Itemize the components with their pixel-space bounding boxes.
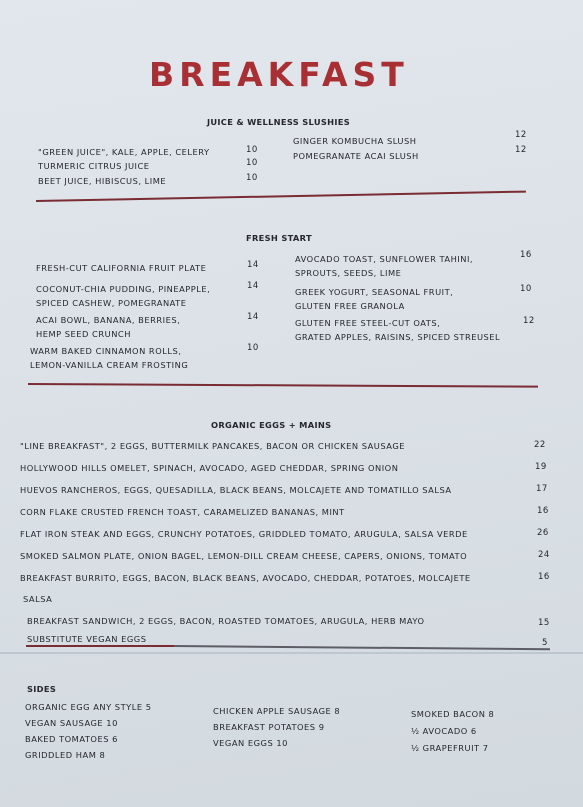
menu-title: BREAKFAST: [149, 55, 409, 94]
menu-item-price: 10: [246, 158, 258, 168]
menu-item-continued: SALSA: [23, 594, 53, 604]
menu-item: FLAT IRON STEAK AND EGGS, CRUNCHY POTATOES, GRIDDLED TOMATO, ARUGULA, SALSA VERDE: [20, 529, 468, 539]
section-heading-fresh: FRESH START: [246, 233, 312, 243]
menu-item: HUEVOS RANCHEROS, EGGS, QUESADILLA, BLACK BEANS, MOLCAJETE AND TOMATILLO SALSA: [20, 485, 452, 495]
menu-item-price: 5: [542, 638, 548, 648]
side-item: VEGAN SAUSAGE 10: [25, 718, 118, 728]
menu-item: BREAKFAST BURRITO, EGGS, BACON, BLACK BEANS, AVOCADO, CHEDDAR, POTATOES, MOLCAJETE: [20, 573, 471, 583]
menu-item-price: 22: [534, 440, 546, 450]
menu-item-price: 12: [515, 130, 527, 140]
side-item: CHICKEN APPLE SAUSAGE 8: [213, 706, 341, 716]
menu-item: FRESH-CUT CALIFORNIA FRUIT PLATE: [36, 263, 207, 273]
side-item: SMOKED BACON 8: [411, 709, 495, 719]
menu-item-price: 14: [247, 312, 259, 322]
menu-item-line: HEMP SEED CRUNCH: [36, 329, 131, 339]
menu-item: BREAKFAST SANDWICH, 2 EGGS, BACON, ROASTED TOMATOES, ARUGULA, HERB MAYO: [27, 616, 425, 626]
section-heading-sides: SIDES: [27, 684, 57, 694]
menu-item: [295, 252, 473, 280]
menu-item-price: 24: [538, 550, 550, 560]
menu-item-price: 16: [520, 250, 532, 260]
side-item: VEGAN EGGS 10: [213, 738, 288, 748]
section-divider: [174, 645, 550, 650]
menu-item-price: 12: [523, 316, 535, 326]
menu-item-line: SPROUTS, SEEDS, LIME: [295, 268, 402, 278]
section-divider: [36, 191, 526, 202]
section-heading-mains: ORGANIC EGGS + MAINS: [211, 420, 332, 430]
menu-item-price: 10: [520, 284, 532, 294]
side-item: ½ AVOCADO 6: [411, 726, 477, 736]
menu-item-line: WARM BAKED CINNAMON ROLLS,: [30, 346, 182, 356]
menu-item: "LINE BREAKFAST", 2 EGGS, BUTTERMILK PANCAKES, BACON OR CHICKEN SAUSAGE: [20, 441, 405, 451]
menu-item-line: ACAI BOWL, BANANA, BERRIES,: [36, 315, 181, 325]
menu-item: BEET JUICE, HIBISCUS, LIME: [38, 176, 167, 186]
section-divider: [26, 645, 174, 647]
menu-item-price: 14: [247, 260, 259, 270]
menu-item-line: COCONUT-CHIA PUDDING, PINEAPPLE,: [36, 284, 211, 294]
menu-item: HOLLYWOOD HILLS OMELET, SPINACH, AVOCADO, AGED CHEDDAR, SPRING ONION: [20, 463, 399, 473]
menu-item-price: 14: [247, 281, 259, 291]
menu-item: CORN FLAKE CRUSTED FRENCH TOAST, CARAMELIZED BANANAS, MINT: [20, 507, 345, 517]
menu-item-price: 10: [247, 343, 259, 353]
menu-item-price: 10: [246, 173, 258, 183]
menu-item-line: SPICED CASHEW, POMEGRANATE: [36, 298, 187, 308]
section-divider: [28, 383, 538, 387]
menu-item-line: LEMON-VANILLA CREAM FROSTING: [30, 360, 189, 370]
side-item: BREAKFAST POTATOES 9: [213, 722, 325, 732]
side-item: ORGANIC EGG ANY STYLE 5: [25, 702, 152, 712]
menu-item-price: 10: [246, 145, 258, 155]
side-item: BAKED TOMATOES 6: [25, 734, 118, 744]
menu-item: SUBSTITUTE VEGAN EGGS: [27, 634, 147, 644]
menu-item-line: GRATED APPLES, RAISINS, SPICED STREUSEL: [295, 332, 501, 342]
menu-item: SMOKED SALMON PLATE, ONION BAGEL, LEMON-DILL CREAM CHEESE, CAPERS, ONIONS, TOMATO: [20, 551, 468, 561]
menu-item: TURMERIC CITRUS JUICE: [38, 161, 150, 171]
menu-item-price: 12: [515, 145, 527, 155]
section-heading-juice: JUICE & WELLNESS SLUSHIES: [207, 117, 351, 127]
menu-item-price: 19: [535, 462, 547, 472]
sides-column-2: [213, 703, 340, 751]
menu-item: POMEGRANATE ACAI SLUSH: [293, 151, 419, 161]
menu-item-line: GLUTEN FREE GRANOLA: [295, 301, 405, 311]
menu-item: [295, 316, 500, 344]
menu-item-price: 15: [538, 618, 550, 628]
menu-item-line: AVOCADO TOAST, SUNFLOWER TAHINI,: [295, 254, 474, 264]
menu-item: "GREEN JUICE", KALE, APPLE, CELERY: [38, 147, 210, 157]
menu-item: GINGER KOMBUCHA SLUSH: [293, 136, 417, 146]
menu-item-price: 16: [538, 572, 550, 582]
side-item: ½ GRAPEFRUIT 7: [411, 743, 489, 753]
menu-item: [295, 285, 453, 313]
sides-column-1: [25, 699, 152, 763]
menu-item-line: GLUTEN FREE STEEL-CUT OATS,: [295, 318, 441, 328]
menu-item: [36, 313, 180, 341]
menu-item-price: 17: [536, 484, 548, 494]
side-item: GRIDDLED HAM 8: [25, 750, 106, 760]
menu-item-line: GREEK YOGURT, SEASONAL FRUIT,: [295, 287, 454, 297]
sides-column-3: [411, 706, 494, 757]
menu-item: [36, 282, 210, 310]
menu-item: [30, 344, 188, 372]
menu-item-price: 26: [537, 528, 549, 538]
menu-item-price: 16: [537, 506, 549, 516]
